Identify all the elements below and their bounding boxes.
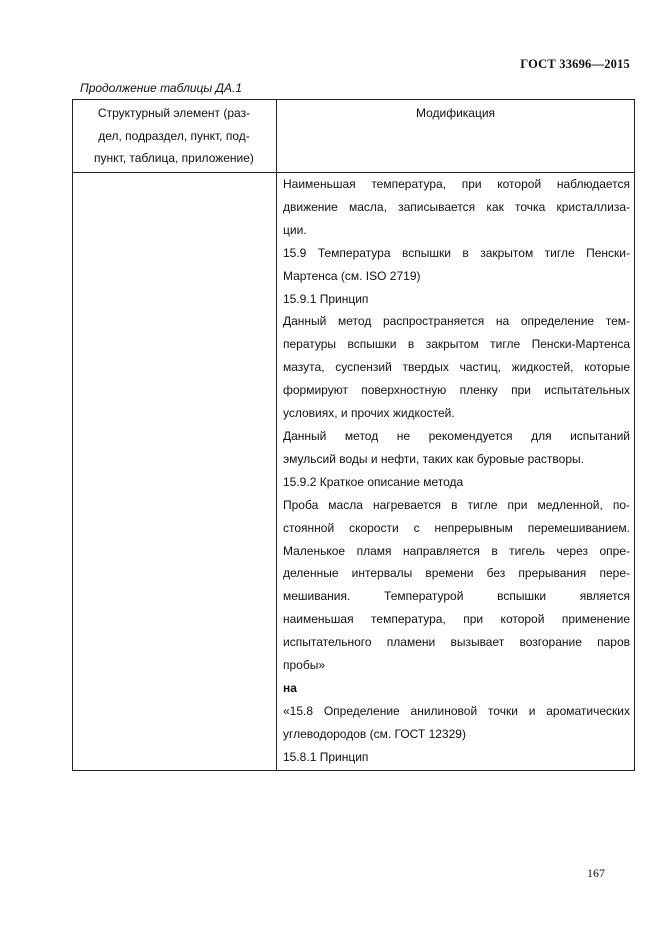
column-header-modification: Модификация (415, 106, 496, 120)
text-line: Проба масла нагревается в тигле при медленной, по- (283, 497, 630, 512)
table-caption: Продолжение таблицы ДА.1 (80, 81, 243, 95)
modification-text (283, 173, 630, 769)
section-heading: 15.9.1 Принцип (283, 291, 369, 306)
text-line: Маленькое пламя направляется в тигель через опре- (283, 543, 630, 558)
section-heading: 15.8.1 Принцип (283, 749, 369, 764)
header-line: Структурный элемент (раз- (97, 106, 251, 120)
text-line: «15.8 Определение анилиновой точки и ароматических (283, 703, 630, 718)
document-code: ГОСТ 33696—2015 (520, 57, 630, 71)
text-line: стоянной скорости с непрерывным перемешиванием. (283, 520, 630, 535)
text-line: деленные интервалы времени без прерывания пере- (283, 566, 630, 581)
text-line: Мартенса (см. ISO 2719) (283, 268, 421, 283)
text-line: движение масла, записывается как точка кристаллиза- (283, 199, 630, 214)
column-header-structural-element (77, 102, 271, 170)
text-line: углеводородов (см. ГОСТ 12329) (283, 726, 466, 741)
text-line: пробы» (283, 658, 326, 673)
page-number: 167 (587, 866, 605, 880)
text-line: испытательного пламени вызывает возгорание паров (283, 635, 630, 650)
section-heading: 15.9.2 Краткое описание метода (283, 474, 464, 489)
text-line: пературы вспышки в закрытом тигле Пенски-Мартенса (283, 337, 630, 352)
modification-table (72, 99, 635, 771)
text-line: наименьшая температура, при которой применение (283, 612, 630, 627)
text-line: 15.9 Температура вспышки в закрытом тигле Пенски- (283, 245, 630, 260)
text-line: мазута, суспензий твердых частиц, жидкостей, которые (283, 360, 630, 375)
column-divider (276, 100, 277, 770)
header-line: дел, подраздел, пункт, под- (98, 128, 250, 143)
header-line: пункт, таблица, приложение) (94, 151, 254, 165)
text-line: Данный метод распространяется на определение тем- (283, 314, 630, 329)
text-line: Наименьшая температура, при которой наблюдается (283, 177, 630, 191)
text-line: ции. (283, 222, 307, 237)
replacement-marker: на (283, 680, 297, 695)
text-line: Данный метод не рекомендуется для испытаний (283, 428, 630, 443)
text-line: формируют поверхностную пленку при испытательных (283, 383, 630, 398)
text-line: мешивания. Температурой вспышки является (283, 589, 630, 604)
text-line: условиях, и прочих жидкостей. (283, 406, 455, 421)
text-line: эмульсий воды и нефти, таких как буровые растворы. (283, 451, 584, 466)
